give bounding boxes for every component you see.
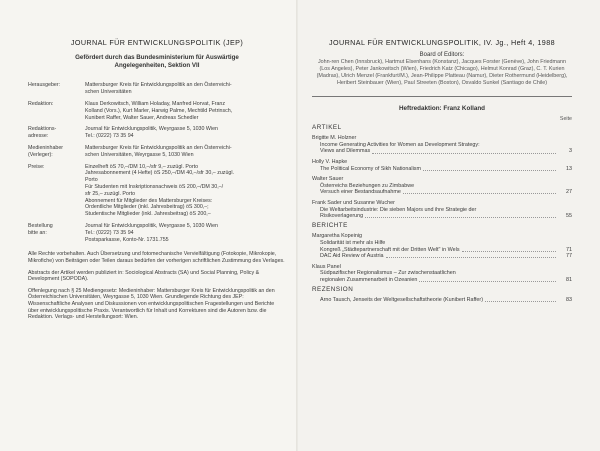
imprint-value-line: Abonnement für Mitglieder des Mattersburger Kreises:: [85, 197, 213, 204]
toc-entry: [312, 264, 572, 284]
toc-author: Brigitte M. Holzner: [312, 135, 357, 142]
imprint-value-line: Mattersburger Kreis für Entwicklungspolitik an den Österreichi-: [85, 144, 232, 151]
imprint-label-line: (Verleger):: [28, 151, 53, 158]
imprint-table: [28, 82, 286, 243]
right-page: [298, 0, 600, 451]
imprint-value-line: Klaus Derkowitsch, William Holaday, Manfred Horvat, Franz: [85, 101, 226, 107]
toc-title-row: [312, 142, 572, 149]
toc-title-row: [312, 213, 572, 220]
toc-leader-dots: [419, 281, 556, 282]
imprint-label-line: Bestellung: [28, 222, 53, 229]
toc-title: Views and Dilemmas: [320, 148, 371, 155]
toc-page-number: 81: [566, 276, 572, 283]
imprint-label: [28, 101, 85, 121]
imprint-label: [28, 126, 85, 140]
toc-title: Südpazifischer Regionalismus – Zur zwischenstaatlichen: [320, 270, 456, 277]
board-of-editors: John-ren Chen (Innsbruck), Hartmut Elsenhans (Konstanz), Jacques Forster (Genève), John Friedmann (Los Angeles), Peter Jankowitsch (Wien), Friedrich Katz (Chicago), Helmut Konrad (Graz), C. T. Kurien (Madras), Ulrich Menzel (Frankfurt/M.), Jean-Philippe Platteau (Namur), Dieter Rothermund (Heidelberg), Heribert Steinbauer (Wien), Paul Streeten (Boston), Osvaldo Sunkel (Santiago de Chile): [316, 59, 568, 86]
toc-title: Versuch einer Bestandsaufnahme: [320, 189, 401, 196]
sponsor-line: Angelegenheiten, Sektion VII: [114, 62, 200, 70]
imprint-value: [85, 126, 286, 140]
toc-leader-dots: [386, 257, 556, 258]
toc-title-row: [312, 247, 572, 254]
toc-page-number: 27: [566, 189, 572, 196]
imprint-label-line: Herausgeber:: [28, 82, 61, 89]
toc-title: Risikoverlagerung: [320, 213, 364, 220]
copyright-note: Alle Rechte vorbehalten. Auch Übersetzung und fotomechanische Vervielfältigung (Fotokopie, Mikrokopie, Mikrofiche) von Beiträgen oder Teilen daraus bedürfen der vorherigen schriftlichen Zustimmung des Verlages.: [28, 251, 285, 264]
imprint-value-line: Mattersburger Kreis für Entwicklungspolitik an den Österreichi-: [85, 82, 232, 89]
toc-title: Kongreß „Städtepartnerschaft mit der Dritten Welt" in Wels: [320, 246, 460, 253]
divider: [312, 96, 572, 97]
toc-title: Solidarität ist mehr als Hilfe: [320, 239, 386, 246]
imprint-value-line: Journal für Entwicklungspolitik, Weyrgasse 5, 1030 Wien: [85, 126, 218, 133]
table-of-contents: [312, 125, 572, 304]
imprint-label-line: Redaktions-: [28, 126, 57, 133]
toc-leader-dots: [485, 301, 556, 302]
toc-title-row: [312, 253, 572, 260]
toc-author: Margaretha Kopeinig: [312, 233, 363, 240]
toc-title: Arno Tausch, Jenseits der Weltgesellschaftstheorie (Kunibert Raffer): [320, 297, 483, 304]
toc-title-row: [312, 183, 572, 190]
imprint-value-line: Kolland (Vors.), Kurt Marler, Harwig Palme, Mechtild Petrinsch,: [85, 107, 233, 114]
imprint-value: [85, 82, 286, 96]
toc-title-row: [312, 189, 572, 196]
imprint-value-line: Postsparkasse, Konto-Nr. 1731.755: [85, 236, 169, 243]
page-column-header: Seite: [559, 115, 572, 122]
imprint-value-line: Tel.: (0222) 73 35 94: [85, 133, 134, 140]
disclosure-note: Offenlegung nach § 25 Mediengesetz: Medieninhaber: Mattersburger Kreis für Entwicklungspolitik an den Österreichischen Universitäten, Weyrgasse 5, 1030 Wien. Grundlegende Richtung des JEP: Wissenschaftliche Analysen und Diskussionen von entwicklungspolitischen Fragestellungen und Berichte über entwicklungspolitische Praxis. Verantwortlich für Inhalt und Korrekturen sind die Autoren bzw. die Redaktion. Verlags- und Herstellungsort: Wien.: [28, 287, 275, 321]
toc-title-row: [312, 240, 572, 247]
legal-notes: [28, 251, 286, 320]
imprint-label: [28, 145, 85, 159]
imprint-value-line: Kunibert Raffer, Walter Sauer, Andreas Schedler: [85, 114, 199, 121]
imprint-label-line: bitte an:: [28, 229, 47, 236]
toc-author: Klaus Panel: [312, 263, 341, 270]
imprint-value-line: Journal für Entwicklungspolitik, Weyrgasse 5, 1030 Wien: [85, 222, 218, 229]
toc-leader-dots: [372, 153, 556, 154]
sponsor-note: [28, 54, 286, 70]
toc-author: Holly V. Hapke: [312, 159, 348, 165]
toc-leader-dots: [462, 251, 556, 252]
left-page: [0, 0, 298, 451]
imprint-label: [28, 223, 85, 243]
toc-entry: [312, 135, 572, 155]
toc-title-row: [312, 148, 572, 155]
imprint-value-line: Jahresabonnement (4 Hefte) öS 250,–/DM 40,–/sfr 30,– zuzügl.: [85, 170, 234, 177]
imprint-label-line: Redaktion:: [28, 101, 54, 107]
imprint-value-line: schen Universitäten, Weyrgasse 5, 1030 Wien: [85, 151, 194, 158]
toc-page-number: 55: [566, 213, 572, 220]
abstracts-note: Abstracts der Artikel werden publiziert in: Sociological Abstracts (SA) und Social Planning, Policy & Development (SOPODA).: [28, 269, 260, 283]
toc-entry: [312, 297, 572, 304]
toc-page-number: 13: [566, 165, 572, 172]
toc-page-number: 3: [569, 148, 572, 155]
toc-title: DAC Aid Review of Austria: [320, 253, 384, 260]
toc-section-heading: BERICHTE: [312, 221, 348, 229]
toc-title: regionalen Zusammenarbeit in Ozeanien: [320, 276, 418, 283]
imprint-value-line: Studentische Mitglieder (inkl. Jahresbeitrag) öS 200,–: [85, 211, 211, 218]
left-journal-title: JOURNAL FÜR ENTWICKLUNGSPOLITIK (JEP): [70, 38, 244, 47]
imprint-label-line: adresse:: [28, 133, 49, 140]
imprint-value: [85, 223, 286, 243]
sponsor-line: Gefördert durch das Bundesministerium für Auswärtige: [75, 54, 239, 61]
toc-entry: [312, 200, 572, 220]
issue-editor: Heftredaktion: Franz Kolland: [398, 104, 486, 112]
imprint-label-line: Medieninhaber: [28, 144, 64, 151]
imprint-value: [85, 164, 286, 218]
imprint-row: [28, 82, 286, 96]
toc-page-number: 83: [566, 297, 572, 304]
imprint-value-line: Einzelheft öS 70,–/DM 10,–/sfr 9,– zuzügl. Porto: [85, 163, 199, 170]
toc-author: Frank Sader und Susanne Wucher: [312, 199, 395, 206]
toc-title: Österreichs Beziehungen zu Zimbabwe: [320, 182, 415, 189]
imprint-row: [28, 101, 286, 121]
imprint-label-line: Preise:: [28, 163, 45, 170]
toc-title-row: [312, 270, 572, 277]
toc-title: Income Generating Activities for Women as Development Strategy:: [320, 141, 480, 148]
imprint-value-line: schen Universitäten: [85, 89, 132, 96]
imprint-row: [28, 145, 286, 159]
toc-author: Walter Sauer: [312, 176, 344, 183]
imprint-value-line: sfr 25,– zuzügl. Porto: [85, 190, 136, 197]
toc-leader-dots: [365, 217, 556, 218]
toc-page-number: 77: [566, 253, 572, 260]
imprint-value-line: Tel.: (0222) 73 35 94: [85, 229, 134, 236]
toc-leader-dots: [403, 193, 556, 194]
imprint-row: [28, 126, 286, 140]
imprint-row: [28, 223, 286, 243]
toc-entry: [312, 233, 572, 259]
toc-title-row: [312, 277, 572, 284]
toc-leader-dots: [423, 170, 556, 171]
toc-title-row: [312, 297, 572, 304]
imprint-value-line: Ordentliche Mitglieder (inkl. Jahresbeitrag) öS 300,–;: [85, 204, 209, 211]
right-journal-title: JOURNAL FÜR ENTWICKLUNGSPOLITIK, IV. Jg., Heft 4, 1988: [329, 38, 555, 47]
toc-page-number: 71: [566, 246, 572, 253]
toc-section-heading: REZENSION: [312, 285, 354, 293]
toc-title: The Political Economy of Sikh Nationalism: [320, 165, 421, 172]
imprint-value: [85, 101, 286, 121]
imprint-value: [85, 145, 286, 159]
toc-section-heading: ARTIKEL: [312, 123, 342, 131]
board-title: Board of Editors:: [419, 52, 465, 58]
imprint-label: [28, 82, 85, 96]
imprint-value-line: Für Studenten mit Inskriptionsnachweis öS 200,–/DM 30,–/: [85, 183, 224, 190]
toc-title-row: [312, 166, 572, 173]
toc-title: Die Weltarbeitsindustrie: Die sieben Majors und ihre Strategie der: [320, 206, 477, 213]
toc-title-row: [312, 207, 572, 214]
imprint-label: [28, 164, 85, 218]
imprint-value-line: Porto: [85, 177, 98, 184]
toc-entry: [312, 159, 572, 172]
toc-entry: [312, 176, 572, 196]
imprint-row: [28, 164, 286, 218]
